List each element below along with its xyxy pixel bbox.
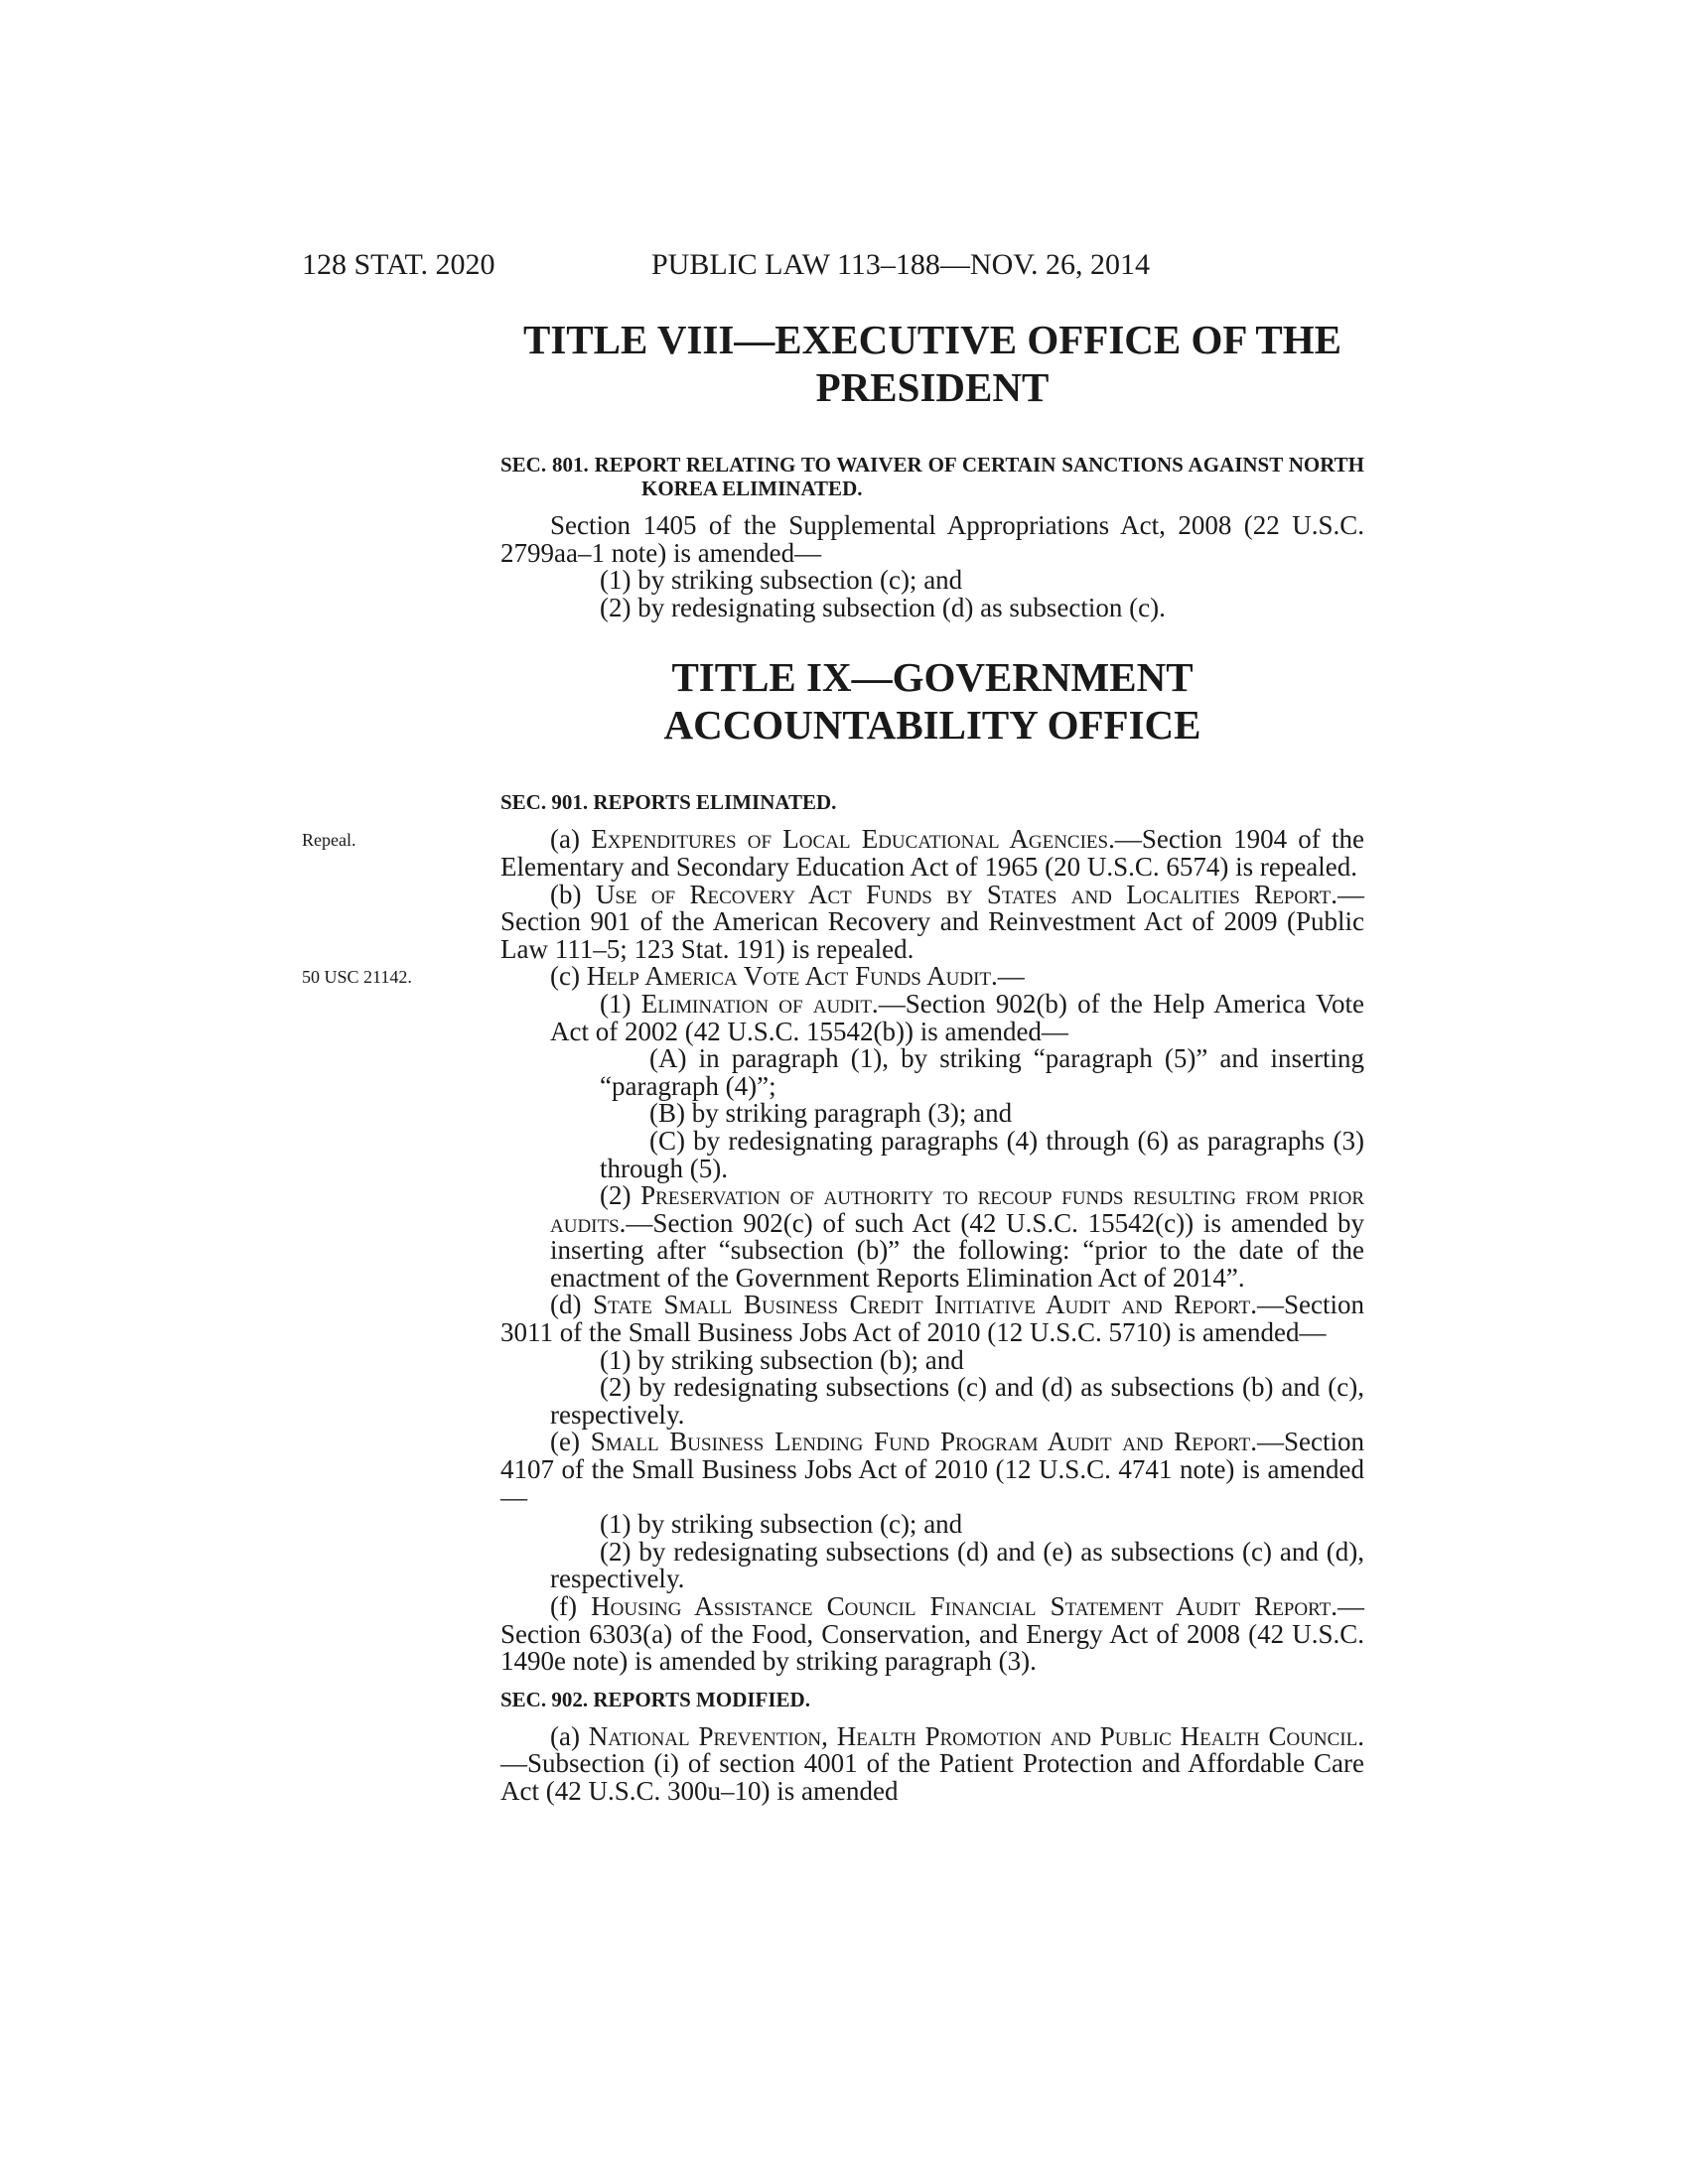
title-ix-line-2: ACCOUNTABILITY OFFICE (663, 702, 1201, 749)
document-body (302, 316, 1365, 1806)
page-header (302, 248, 1364, 288)
margin-note-usc: 50 USC 21142. (302, 967, 412, 988)
subsection-caption: Housing Assistance Council Financial Statement Audit Report. (591, 1591, 1337, 1621)
title-viii-line-1: TITLE VIII—EXECUTIVE OFFICE OF THE (522, 317, 1341, 362)
section-901-d-paragraph-1: (1) by striking subsection (b); and (600, 1344, 964, 1375)
subsection-caption: Small Business Lending Fund Program Audit and Report. (590, 1427, 1257, 1457)
section-801-paragraph-1: (1) by striking subsection (c); and (600, 565, 963, 596)
section-901-c-subparagraph-b: (B) by striking paragraph (3); and (649, 1098, 1013, 1129)
section-901-subsection-f: (f) Housing Assistance Council Financial Statement Audit Report.—Section 6303(a) of the Food, Conservation, and Energy Act of 2008 (42 U.S.C. 1490e note) is amended by striking paragraph (3). (500, 1591, 1364, 1677)
title-ix-line-1: TITLE IX—GOVERNMENT (671, 654, 1194, 701)
subsection-caption: Use of Recovery Act Funds by States and Localities Report. (595, 879, 1338, 909)
title-viii-line-2: PRESIDENT (815, 364, 1050, 410)
title-viii-heading (500, 316, 1364, 411)
subsection-caption: Help America Vote Act Funds Audit. (586, 961, 998, 992)
subsection-caption: Expenditures of Local Educational Agencies. (591, 824, 1115, 855)
statute-page-number: 128 STAT. 2020 (302, 248, 495, 281)
subsection-caption: State Small Business Credit Initiative Audit and Report. (593, 1290, 1258, 1320)
section-901-c-subparagraph-c: (C) by redesignating paragraphs (4) through (6) as paragraphs (3) through (5). (600, 1125, 1364, 1183)
section-901-subsection-e: (e) Small Business Lending Fund Program Audit and Report.—Section 4107 of the Small Business Jobs Act of 2010 (12 U.S.C. 4741 note) is amended— (500, 1427, 1364, 1512)
paragraph-caption: Preservation of authority to recoup funds resulting from prior audits. (550, 1180, 1365, 1238)
section-901-c-paragraph-1: (1) Elimination of audit.—Section 902(b) of the Help America Vote Act of 2002 (42 U.S.C. 15542(b)) is amended— (550, 988, 1364, 1046)
section-801-paragraph-2: (2) by redesignating subsection (d) as subsection (c). (600, 592, 1166, 622)
section-901-e-paragraph-1: (1) by striking subsection (c); and (600, 1509, 963, 1540)
section-901-d-paragraph-2: (2) by redesignating subsections (c) and (d) as subsections (b) and (c), respectively. (550, 1372, 1364, 1430)
section-901-subsection-b: (b) Use of Recovery Act Funds by States and Localities Report.—Section 901 of the American Recovery and Reinvestment Act of 2009 (Public Law 111–5; 123 Stat. 191) is repealed. (500, 879, 1365, 964)
section-901-heading: SEC. 901. REPORTS ELIMINATED. (500, 790, 837, 815)
title-ix-heading (500, 653, 1364, 749)
margin-note-repeal: Repeal. (302, 830, 356, 851)
section-902-subsection-a: (a) National Prevention, Health Promotion and Public Health Council.—Subsection (i) of section 4001 of the Patient Protection and Affordable Care Act (42 U.S.C. 300u–10) is amended (500, 1720, 1364, 1806)
section-901-c-subparagraph-a: (A) in paragraph (1), by striking “paragraph (5)” and inserting “paragraph (4)”; (600, 1043, 1364, 1101)
section-902-heading: SEC. 902. REPORTS MODIFIED. (500, 1687, 810, 1711)
section-901-subsection-c: 50 USC 21142. (c) Help America Vote Act Funds Audit.— (302, 961, 1025, 992)
section-901-c-paragraph-2: (2) Preservation of authority to recoup funds resulting from prior audits.—Section 902(c) of such Act (42 U.S.C. 15542(c)) is amended by inserting after “subsection (b)” the following: “prior to the date of the enactment of the Government Reports Elimination Act of 2014”. (550, 1180, 1365, 1293)
paragraph-caption: Elimination of audit. (640, 988, 879, 1019)
section-801-heading: SEC. 801. REPORT RELATING TO WAIVER OF CERTAIN SANCTIONS AGAINST NORTH KOREA ELIMINATED. (500, 453, 1364, 500)
section-901-subsection-d: (d) State Small Business Credit Initiative Audit and Report.—Section 3011 of the Small Business Jobs Act of 2010 (12 U.S.C. 5710) is amended— (500, 1290, 1365, 1348)
public-law-citation: PUBLIC LAW 113–188—NOV. 26, 2014 (651, 248, 1151, 281)
subsection-caption: National Prevention, Health Promotion and Public Health Council. (588, 1720, 1364, 1751)
section-901-e-paragraph-2: (2) by redesignating subsections (d) and (e) as subsections (c) and (d), respectively. (550, 1536, 1364, 1594)
section-801-intro: Section 1405 of the Supplemental Appropriations Act, 2008 (22 U.S.C. 2799aa–1 note) is amended— (500, 510, 1364, 568)
section-901-subsection-a: Repeal. (a) Expenditures of Local Educational Agencies.—Section 1904 of the Elementary and Secondary Education Act of 1965 (20 U.S.C. 6574) is repealed. (302, 824, 1365, 882)
